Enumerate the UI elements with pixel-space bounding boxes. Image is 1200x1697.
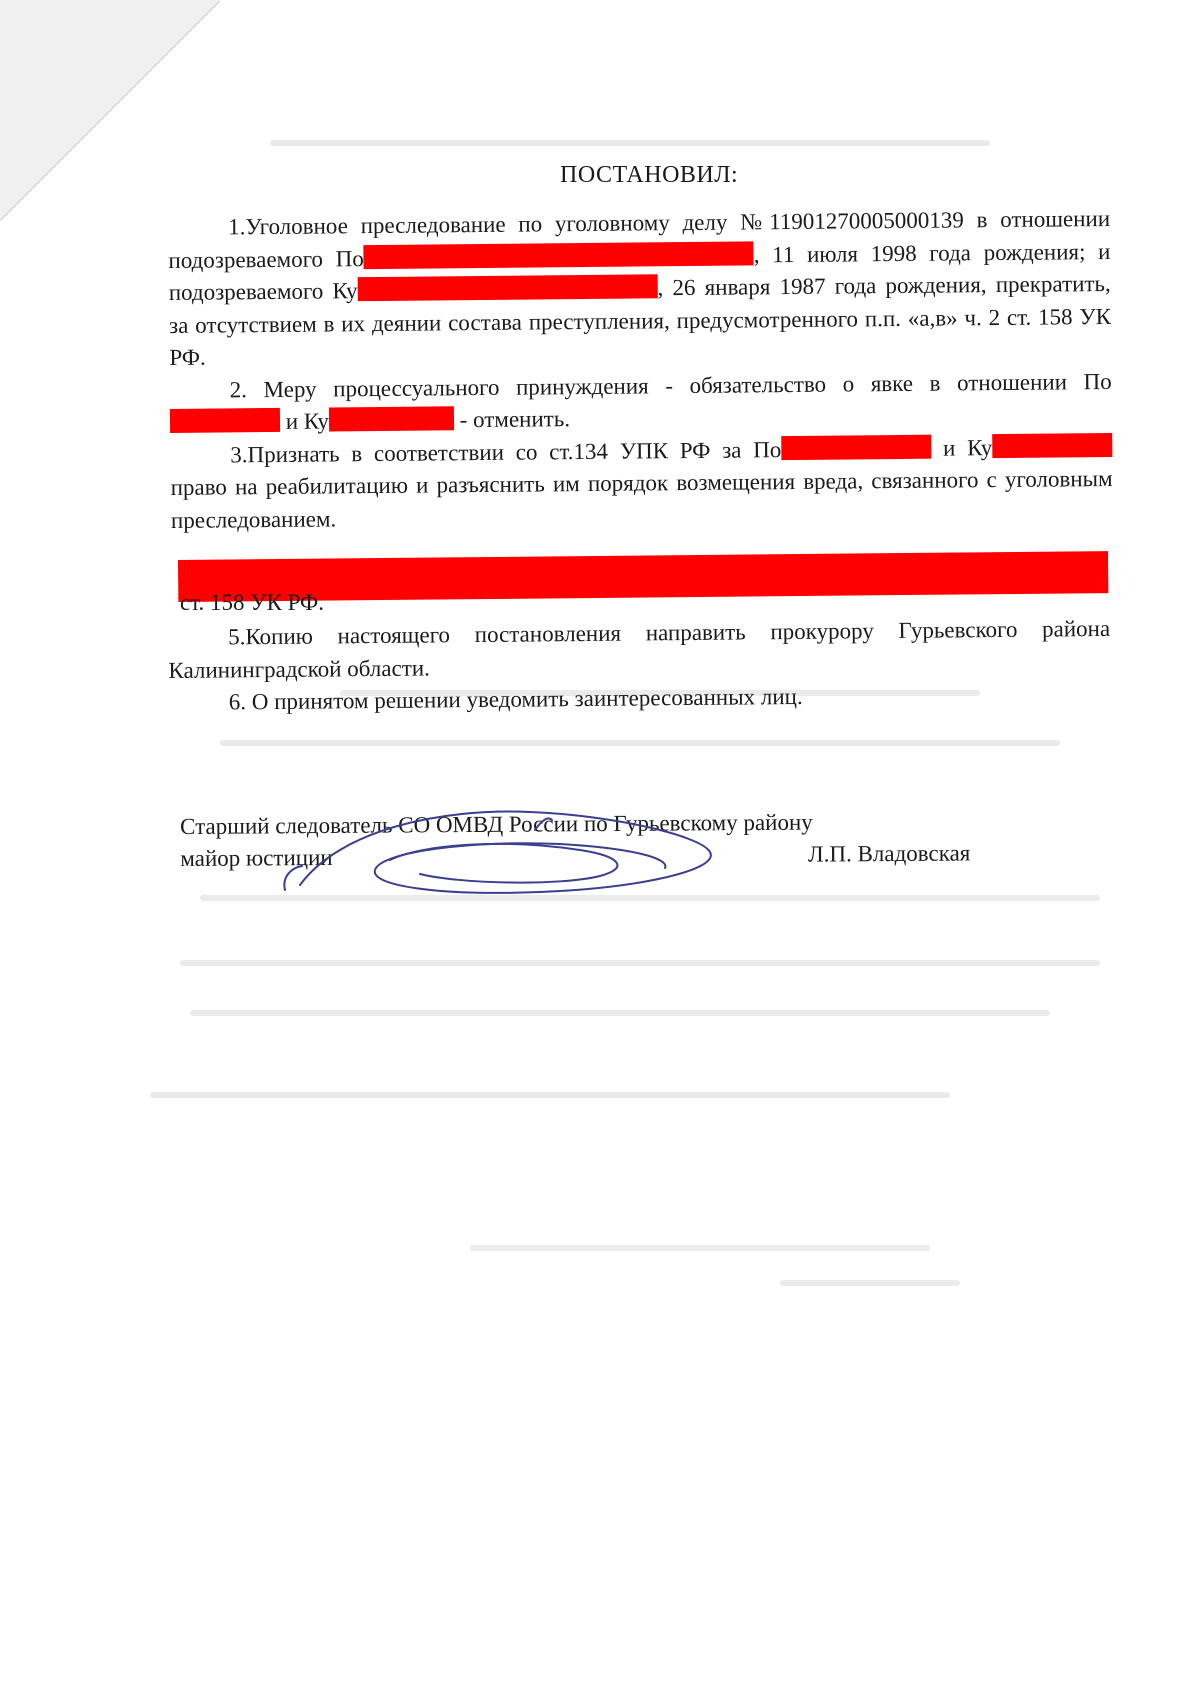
item-4-tail: ст. 158 УК РФ. [180, 590, 324, 615]
handwritten-signature [280, 790, 730, 910]
resolution-item-5: 5.Копию настоящего постановления направить прокурору Гурьевского района Калининградской области. [168, 615, 1111, 683]
show-through-line [780, 1280, 960, 1286]
redaction-box [170, 408, 280, 433]
item-2-text-b: и Ку [279, 408, 330, 434]
signatory-position: Старший следователь СО ОМВД России по Гурьевскому району [180, 809, 813, 839]
item-2-text-a: 2. Меру процессуального принуждения - обязательство о явке в отношении По [229, 368, 1112, 402]
show-through-line [220, 740, 1060, 746]
show-through-line [180, 960, 1100, 966]
item-1-text-a: 1.Уголовное преследование по уголовному делу №11901270005000139 в отношении подозреваемого По [168, 205, 1111, 273]
resolution-body [168, 203, 1113, 537]
item-3-text-b: и Ку [931, 434, 993, 461]
redaction-box [992, 432, 1112, 457]
resolution-item-6: 6. О принятом решении уведомить заинтересованных лиц. [228, 683, 803, 715]
signatory-name: Л.П. Владовская [807, 840, 971, 867]
resolution-body-continued [168, 613, 1111, 720]
signatory-rank: майор юстиции [180, 844, 333, 871]
item-1-text-b: , 11 июля 1998 года рождения; и подозреваемого Ку [168, 238, 1111, 305]
show-through-line [190, 1010, 1050, 1016]
item-1-text-c: , 26 января 1987 года рождения, прекратить, за отсутствием в их деянии состава преступления, предусмотренного п.п. «а,в» ч. 2 ст. 158 УК РФ. [168, 270, 1112, 370]
resolution-item-1 [168, 203, 1112, 375]
item-3-text-c: право на реабилитацию и разъяснить им порядок возмещения вреда, связанного с уголовным преследованием. [170, 465, 1113, 533]
resolution-item-3 [170, 430, 1113, 537]
resolution-item-2 [170, 365, 1113, 439]
item-3-text-a: 3.Признать в соответствии со ст.134 УПК РФ за По [230, 436, 782, 467]
redaction-box [781, 434, 931, 459]
redaction-box [364, 241, 754, 269]
show-through-line [470, 1245, 930, 1251]
item-2-text-c: - отменить. [453, 406, 571, 433]
redaction-box [329, 406, 454, 431]
show-through-line [270, 140, 990, 146]
redaction-box [357, 274, 657, 301]
document-heading: ПОСТАНОВИЛ: [560, 162, 739, 188]
show-through-line [150, 1092, 950, 1098]
